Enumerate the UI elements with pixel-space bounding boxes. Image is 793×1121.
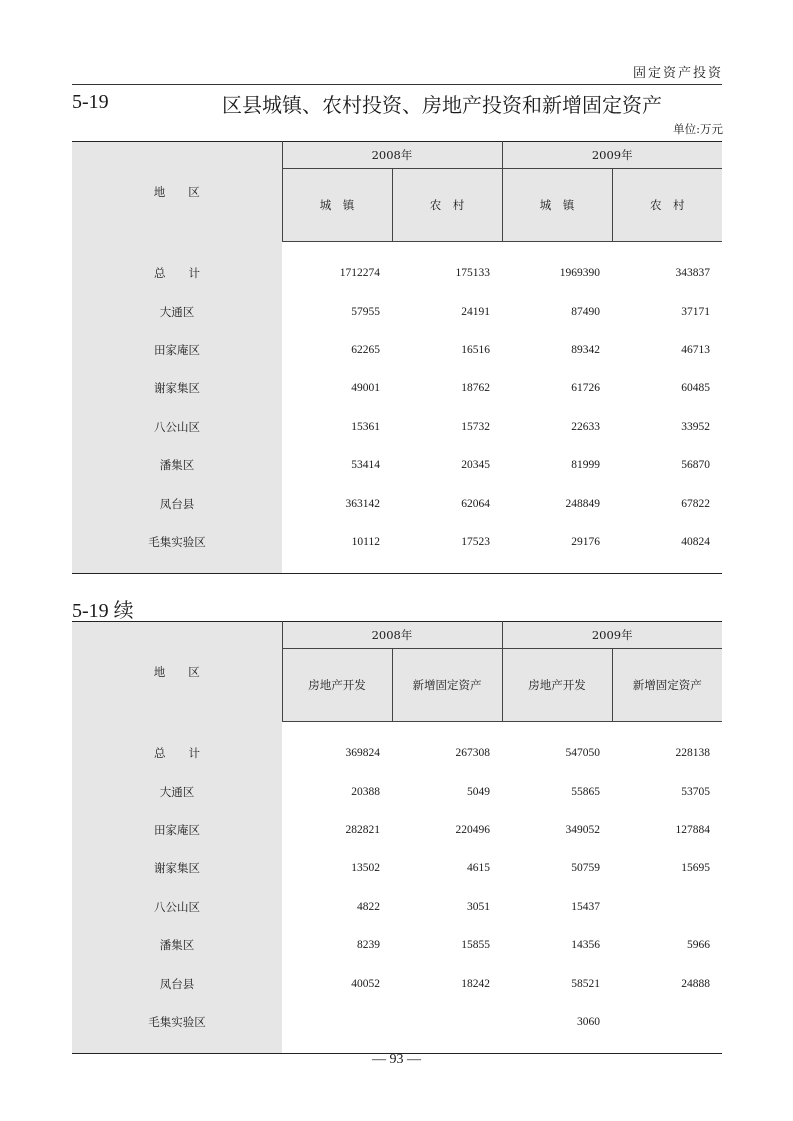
table-cell: 55865 (571, 785, 600, 798)
table-cell: 53705 (681, 785, 710, 798)
table-cell: 67822 (681, 497, 710, 510)
year-header: 2008年 (282, 142, 502, 169)
table-cell: 15361 (351, 420, 380, 433)
year-header: 2009年 (502, 622, 722, 649)
table-cell: 8239 (357, 939, 380, 952)
year-header: 2008年 (282, 622, 502, 649)
table-cell: 5966 (687, 939, 710, 952)
table-cell: 37171 (681, 305, 710, 318)
continued-title: 5-19 续 (72, 600, 134, 622)
region-name: 田家庵区 (72, 811, 282, 849)
table-cell: 89342 (571, 343, 600, 356)
table-cell: 369824 (345, 747, 380, 760)
table-row (72, 254, 722, 292)
column-header: 房地产开发 (282, 649, 392, 722)
table-row (72, 734, 722, 772)
table-cell: 248849 (565, 497, 600, 510)
table-cell: 349052 (565, 823, 600, 836)
table-urban-rural (72, 141, 722, 574)
table-cell: 363142 (345, 497, 380, 510)
table-cell: 40052 (351, 977, 380, 990)
region-header: 地 区 (72, 142, 282, 242)
region-name: 总 计 (72, 734, 282, 772)
table-cell: 62064 (461, 497, 490, 510)
table-cell: 61726 (571, 382, 600, 395)
table-cell: 343837 (675, 267, 710, 280)
table-cell: 17523 (461, 535, 490, 548)
region-name: 谢家集区 (72, 849, 282, 887)
table-cell: 33952 (681, 420, 710, 433)
table-row (72, 772, 722, 810)
region-name: 凤台县 (72, 484, 282, 522)
table-cell: 29176 (571, 535, 600, 548)
column-header: 房地产开发 (502, 649, 612, 722)
table-cell: 57955 (351, 305, 380, 318)
table-cell: 24888 (681, 977, 710, 990)
column-header: 城 镇 (502, 169, 612, 242)
table-cell (282, 1003, 392, 1041)
column-header: 新增固定资产 (392, 649, 502, 722)
region-name: 总 计 (72, 254, 282, 292)
table-realestate-newassets (72, 621, 722, 1054)
region-name: 八公山区 (72, 408, 282, 446)
table-cell: 220496 (455, 823, 490, 836)
table-cell: 22633 (571, 420, 600, 433)
table-cell: 3051 (467, 900, 490, 913)
table-cell: 15732 (461, 420, 490, 433)
table-cell: 127884 (675, 823, 710, 836)
table-cell (612, 888, 722, 926)
table-cell: 40824 (681, 535, 710, 548)
table-cell: 56870 (681, 459, 710, 472)
table-row (72, 811, 722, 849)
running-head: 固定资产投资 (632, 66, 723, 81)
table-cell: 15437 (571, 900, 600, 913)
table-cell: 62265 (351, 343, 380, 356)
table-cell: 24191 (461, 305, 490, 318)
region-name: 潘集区 (72, 446, 282, 484)
table-cell (392, 1003, 502, 1041)
region-name: 毛集实验区 (72, 523, 282, 561)
column-header: 城 镇 (282, 169, 392, 242)
table-cell: 15695 (681, 862, 710, 875)
table-row (72, 369, 722, 407)
unit-label: 单位:万元 (673, 122, 723, 136)
table-cell: 3060 (577, 1015, 600, 1028)
table-row (72, 484, 722, 522)
page-number: — 93 — (372, 1052, 421, 1067)
table-row (72, 926, 722, 964)
region-name: 大通区 (72, 292, 282, 330)
table-cell: 81999 (571, 459, 600, 472)
table-cell: 49001 (351, 382, 380, 395)
column-header: 农 村 (612, 169, 722, 242)
table-cell: 13502 (351, 862, 380, 875)
table-row (72, 331, 722, 369)
table-cell: 46713 (681, 343, 710, 356)
table-row (72, 849, 722, 887)
table-row (72, 292, 722, 330)
table-cell: 60485 (681, 382, 710, 395)
table-cell: 267308 (455, 747, 490, 760)
table-cell: 58521 (571, 977, 600, 990)
region-header: 地 区 (72, 622, 282, 722)
table-row (72, 888, 722, 926)
table-cell: 87490 (571, 305, 600, 318)
region-name: 田家庵区 (72, 331, 282, 369)
region-name: 毛集实验区 (72, 1003, 282, 1041)
table-cell: 547050 (565, 747, 600, 760)
table-cell: 282821 (345, 823, 380, 836)
table-cell: 20345 (461, 459, 490, 472)
table-cell: 50759 (571, 862, 600, 875)
table-cell: 15855 (461, 939, 490, 952)
region-name: 凤台县 (72, 964, 282, 1002)
table-cell: 20388 (351, 785, 380, 798)
table-cell: 1969390 (559, 267, 600, 280)
table-row (72, 1003, 722, 1041)
region-name: 八公山区 (72, 888, 282, 926)
region-name: 大通区 (72, 772, 282, 810)
table-cell: 16516 (461, 343, 490, 356)
column-header: 新增固定资产 (612, 649, 722, 722)
table-row (72, 523, 722, 561)
table-cell: 10112 (351, 535, 380, 548)
table-title: 区县城镇、农村投资、房地产投资和新增固定资产 (222, 93, 662, 117)
table-cell: 175133 (455, 267, 490, 280)
table-row (72, 964, 722, 1002)
region-name: 谢家集区 (72, 369, 282, 407)
table-row (72, 446, 722, 484)
table-cell: 14356 (571, 939, 600, 952)
table-cell: 4822 (357, 900, 380, 913)
column-header: 农 村 (392, 169, 502, 242)
table-cell (612, 1003, 722, 1041)
header-rule (72, 84, 722, 85)
table-cell: 18762 (461, 382, 490, 395)
table-cell: 5049 (467, 785, 490, 798)
table-row (72, 408, 722, 446)
table-cell: 4615 (467, 862, 490, 875)
table-cell: 53414 (351, 459, 380, 472)
table-number: 5-19 (72, 91, 109, 113)
table-cell: 1712274 (339, 267, 380, 280)
year-header: 2009年 (502, 142, 722, 169)
region-name: 潘集区 (72, 926, 282, 964)
table-cell: 228138 (675, 747, 710, 760)
table-cell: 18242 (461, 977, 490, 990)
